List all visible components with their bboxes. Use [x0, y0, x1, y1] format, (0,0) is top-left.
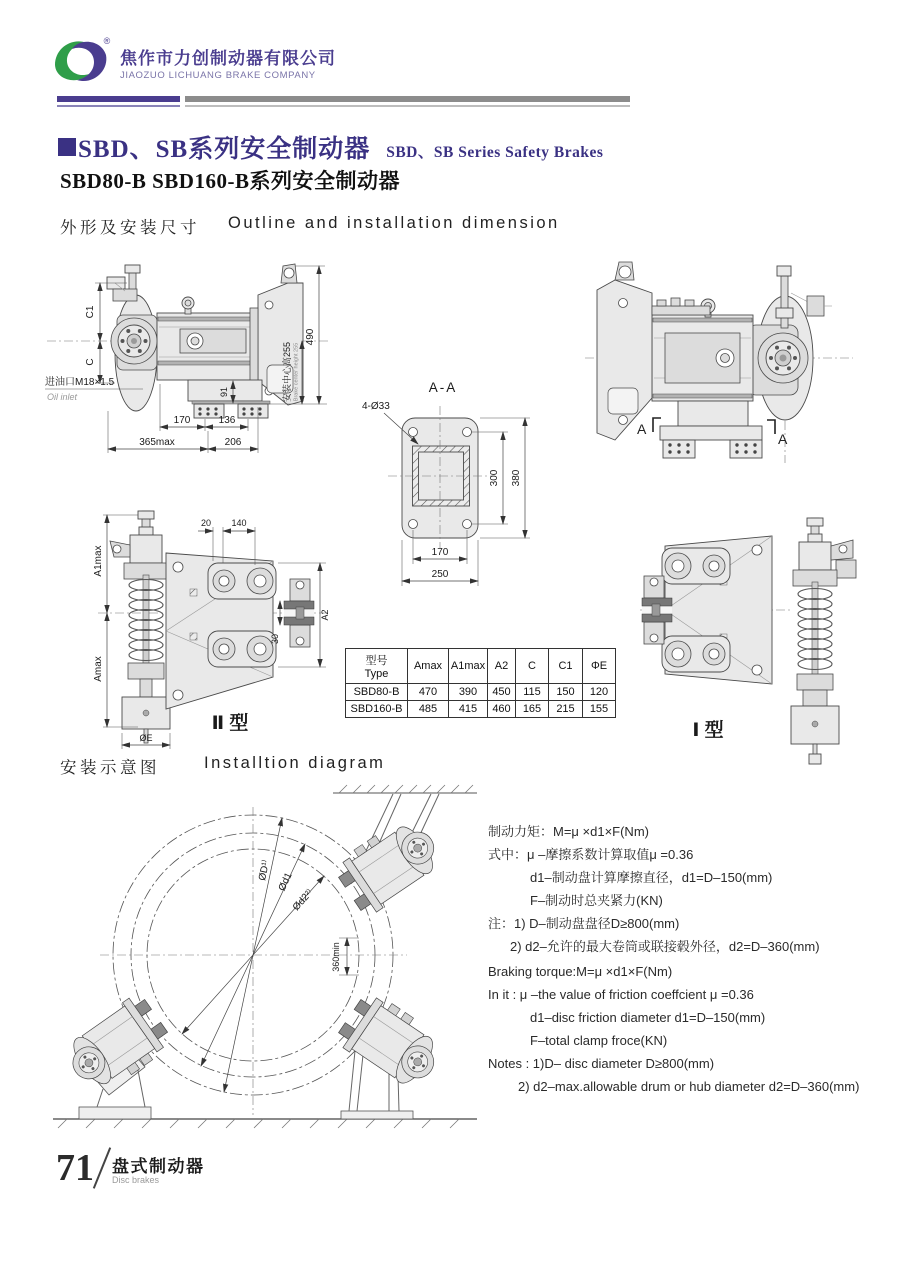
note-line: 2) d2–允许的最大卷筒或联接毂外径，d2=D–360(mm): [510, 939, 820, 954]
dim-c: C: [85, 358, 96, 366]
col-c1: C1: [549, 649, 583, 684]
dim-30: 30: [270, 633, 280, 645]
cell-value: 390: [449, 684, 488, 701]
brake-units: [59, 811, 450, 1100]
registered-mark: ®: [103, 36, 111, 46]
note-line: F–制动时总夹紧力(KN): [530, 893, 663, 908]
dim-d1: Ød1: [276, 871, 295, 893]
cell-value: 115: [516, 684, 549, 701]
col-phi-e: ΦE: [583, 649, 616, 684]
cell-value: 450: [488, 684, 516, 701]
model-subtitle: SBD80-B SBD160-B系列安全制动器: [60, 169, 400, 193]
dim-center-height-cn: 安装中心高255: [282, 341, 292, 403]
front-base: [660, 401, 762, 458]
base-foot: [188, 380, 270, 418]
type2-caliper: [166, 553, 314, 709]
oil-inlet-label-en: Oil inlet: [47, 392, 78, 402]
section-install-heading: [60, 754, 385, 778]
col-model-cn: 型号: [365, 655, 388, 667]
section-install-cn: 安装示意图: [60, 759, 160, 777]
divider-purple-thick: [57, 96, 180, 102]
footer-slash: [93, 1147, 111, 1189]
section-outline-en: Outline and installation dimension: [228, 214, 560, 232]
dim-380: 380: [511, 469, 522, 487]
cell-value: 485: [408, 701, 449, 718]
note-line: 式中：μ –摩擦系数计算取值μ =0.36: [488, 847, 694, 862]
cell-value: 120: [583, 684, 616, 701]
front-view-parts: [597, 262, 832, 458]
cell-value: 470: [408, 684, 449, 701]
dim-a1max: A1max: [93, 545, 104, 577]
divider-gray-thick: [185, 96, 630, 102]
title-square-marker: [58, 138, 76, 156]
table-header-row: [346, 649, 616, 684]
section-marker-a-left: A: [637, 421, 647, 437]
section-aa-title: A-A: [428, 380, 458, 395]
page-title-en: SBD、SB Series Safety Brakes: [386, 144, 604, 161]
note-line: 制动力矩：M=μ ×d1×F(Nm): [488, 824, 649, 839]
cell-model: SBD160-B: [346, 701, 408, 718]
side-view-parts: [107, 264, 303, 418]
col-model: [346, 649, 408, 684]
table-row: [346, 684, 616, 701]
dimension-table: [345, 648, 616, 718]
dim-d2: Ød2²⁾: [290, 887, 316, 914]
page-title: [58, 129, 603, 165]
dim-206: 206: [224, 437, 242, 448]
type2-label: Ⅱ 型: [211, 713, 249, 734]
section-outline-cn: 外形及安装尺寸: [60, 219, 200, 237]
cell-value: 165: [516, 701, 549, 718]
dim-91: 91: [219, 386, 229, 398]
col-c: C: [516, 649, 549, 684]
page-footer: [56, 1146, 205, 1190]
dim-170: 170: [173, 415, 191, 426]
dim-center-height-en: Brake center height 255: [293, 342, 300, 402]
cell-value: 460: [488, 701, 516, 718]
drawing-installation: [45, 783, 485, 1148]
ground-hatch: [53, 1119, 477, 1128]
section-aa-plate: [388, 406, 493, 548]
dim-170: 170: [431, 547, 449, 558]
type2-spring-column: [110, 511, 170, 743]
oil-inlet-label-cn: 进油口M18×1.5: [45, 377, 115, 388]
note-line: d1–制动盘计算摩擦直径，d1=D–150(mm): [530, 870, 773, 885]
note-line: In it : μ –the value of friction coeffcient μ =0.36: [488, 987, 754, 1002]
dim-c1: C1: [85, 305, 96, 319]
dim-20: 20: [200, 518, 212, 528]
company-logo: [50, 34, 114, 90]
drawing-type2: [58, 505, 330, 753]
drawing-front-view: [575, 248, 875, 486]
divider-gray-thin: [185, 105, 630, 107]
page-number: 71: [56, 1147, 94, 1189]
section-outline-heading: [60, 214, 560, 238]
footer-labels: [112, 1152, 205, 1185]
section-marker-a-right: A: [778, 431, 788, 447]
cell-model: SBD80-B: [346, 684, 408, 701]
footer-label-cn: 盘式制动器: [112, 1156, 205, 1176]
drawing-section-aa: [338, 368, 563, 608]
page-title-cn: SBD、SB系列安全制动器: [78, 136, 371, 163]
drawing-side-view: [45, 253, 345, 465]
dim-disc-diameter: ØD¹⁾: [257, 859, 273, 882]
dim-250: 250: [431, 569, 449, 580]
brake-unit-top-right: [331, 811, 448, 919]
dim-136: 136: [218, 415, 236, 426]
type1-spring-column: [791, 518, 856, 764]
col-model-en: Type: [364, 668, 389, 680]
type1-caliper: [642, 536, 772, 684]
dim-a2: A2: [320, 609, 330, 621]
front-flange: [758, 333, 808, 383]
section-install-en: Installtion diagram: [204, 754, 386, 772]
divider-purple-thin: [57, 105, 180, 107]
table-row: [346, 701, 616, 718]
notes-chinese: [488, 820, 900, 958]
footer-label-en: Disc brakes: [112, 1174, 160, 1185]
cell-value: 155: [583, 701, 616, 718]
cell-value: 150: [549, 684, 583, 701]
notes-english: [488, 960, 900, 1098]
company-name-en: JIAOZUO LICHUANG BRAKE COMPANY: [120, 70, 316, 81]
col-amax: Amax: [408, 649, 449, 684]
note-line: d1–disc friction diameter d1=D–150(mm): [530, 1010, 766, 1025]
company-block: [120, 44, 336, 81]
note-line: F–total clamp froce(KN): [530, 1033, 668, 1048]
brake-unit-bottom-right: [333, 988, 450, 1096]
type1-label: Ⅰ 型: [692, 720, 724, 741]
drawing-type1: [640, 478, 880, 768]
dim-490: 490: [305, 328, 316, 346]
dim-holes: 4-Ø33: [362, 401, 390, 412]
dim-365max: 365max: [139, 437, 175, 448]
dim-phi-e: ØE: [139, 733, 153, 743]
dim-amax: Amax: [93, 656, 104, 682]
company-name-cn: 焦作市力创制动器有限公司: [120, 49, 336, 68]
col-a2: A2: [488, 649, 516, 684]
cell-value: 215: [549, 701, 583, 718]
note-line: 注：1) D–制动盘盘径D≥800(mm): [488, 916, 680, 931]
note-line: Braking torque:M=μ ×d1×F(Nm): [488, 964, 673, 979]
note-line: 2) d2–max.allowable drum or hub diameter d2=D–360(mm): [518, 1079, 860, 1094]
note-line: Notes : 1)D– disc diameter D≥800(mm): [488, 1056, 715, 1071]
dim-300: 300: [489, 469, 500, 487]
cell-value: 415: [449, 701, 488, 718]
dim-360min: 360min: [331, 942, 341, 972]
col-a1max: A1max: [449, 649, 488, 684]
dim-140: 140: [231, 518, 247, 528]
flange: [111, 318, 157, 364]
